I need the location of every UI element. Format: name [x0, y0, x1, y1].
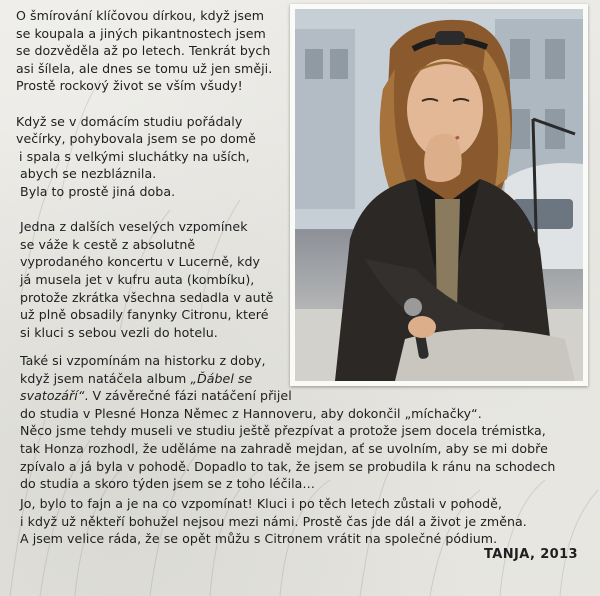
text-fragment: když jsem natáčela album — [20, 370, 191, 386]
text-line: Jo, bylo to fajn a je na co vzpomínat! Kluci i po těch letech zůstali v pohodě, — [20, 496, 503, 511]
text-line: se koupala a jiných pikantnostech jsem — [16, 25, 266, 41]
text-line: vyprodaného koncertu v Lucerně, kdy — [20, 254, 261, 270]
photo-frame — [290, 4, 588, 386]
text-line: se váže k cestě z absolutně — [20, 236, 196, 252]
text-line: Když se v domácím studiu pořádaly — [16, 113, 243, 129]
text-line: asi šílela, ale dnes se tomu už jen směji. — [16, 60, 273, 76]
paragraph-3 — [16, 218, 286, 341]
text-line: Něco jsme tehdy museli ve studiu ještě přezpívat a protože jsem docela trémistka, — [20, 423, 546, 439]
text-line: se dozvěděla až po letech. Tenkrát bych — [16, 43, 271, 59]
paragraph-2 — [16, 113, 286, 201]
text-line: už plně obsadily fanynky Citronu, které — [20, 307, 269, 323]
portrait-photo — [295, 9, 583, 381]
text-line: do studia v Plesné Honza Němec z Hannoveru, aby dokončil „míchačky“. — [20, 405, 482, 421]
album-title: „Ďábel se — [190, 370, 253, 386]
text-line: tak Honza rozhodl, že uděláme na zahradě mejdan, ať se uvolním, aby se mi dobře — [20, 440, 548, 456]
text-line: Prostě rockový život se vším všudy! — [16, 78, 243, 94]
text-line: si kluci s sebou vezli do hotelu. — [20, 324, 218, 340]
text-line: večírky, pohybovala jsem se po domě — [16, 131, 256, 147]
text-fragment: . V závěrečné fázi natáčení přijel — [84, 388, 292, 404]
portrait-illustration — [295, 9, 583, 381]
text-line: protože zkrátka všechna sedadla v autě — [20, 289, 274, 305]
text-line: A jsem velice ráda, že se opět můžu s Citronem vrátit na společné pódium. — [20, 531, 498, 547]
text-line: Byla to prostě jiná doba. — [20, 183, 176, 199]
text-line: zpívalo a já byla v pohodě. Dopadlo to tak, že jsem se probudila k ránu na schodech — [20, 458, 556, 474]
text-line: i když už někteří bohužel nejsou mezi námi. Prostě čas jde dál a život je změna. — [20, 513, 527, 529]
closing-paragraph — [16, 495, 596, 548]
left-column-text — [16, 7, 286, 359]
text-line: O šmírování klíčovou dírkou, když jsem — [16, 8, 265, 23]
text-line: já musela jet v kufru auta (kombíku), — [20, 271, 255, 287]
text-line — [16, 387, 596, 405]
text-line: Také si vzpomínám na historku z doby, — [20, 353, 266, 368]
text-line: Jedna z dalších veselých vzpomínek — [20, 219, 248, 235]
signature: TANJA, 2013 — [484, 547, 578, 562]
album-title: svatozáří“ — [20, 388, 85, 404]
text-line: abych se nezbláznila. — [20, 166, 157, 182]
text-line: do studia a skoro týden jsem se z toho léčila… — [20, 476, 316, 492]
paragraph-1 — [16, 7, 286, 95]
text-line: i spala s velkými sluchátky na uších, — [19, 148, 250, 164]
